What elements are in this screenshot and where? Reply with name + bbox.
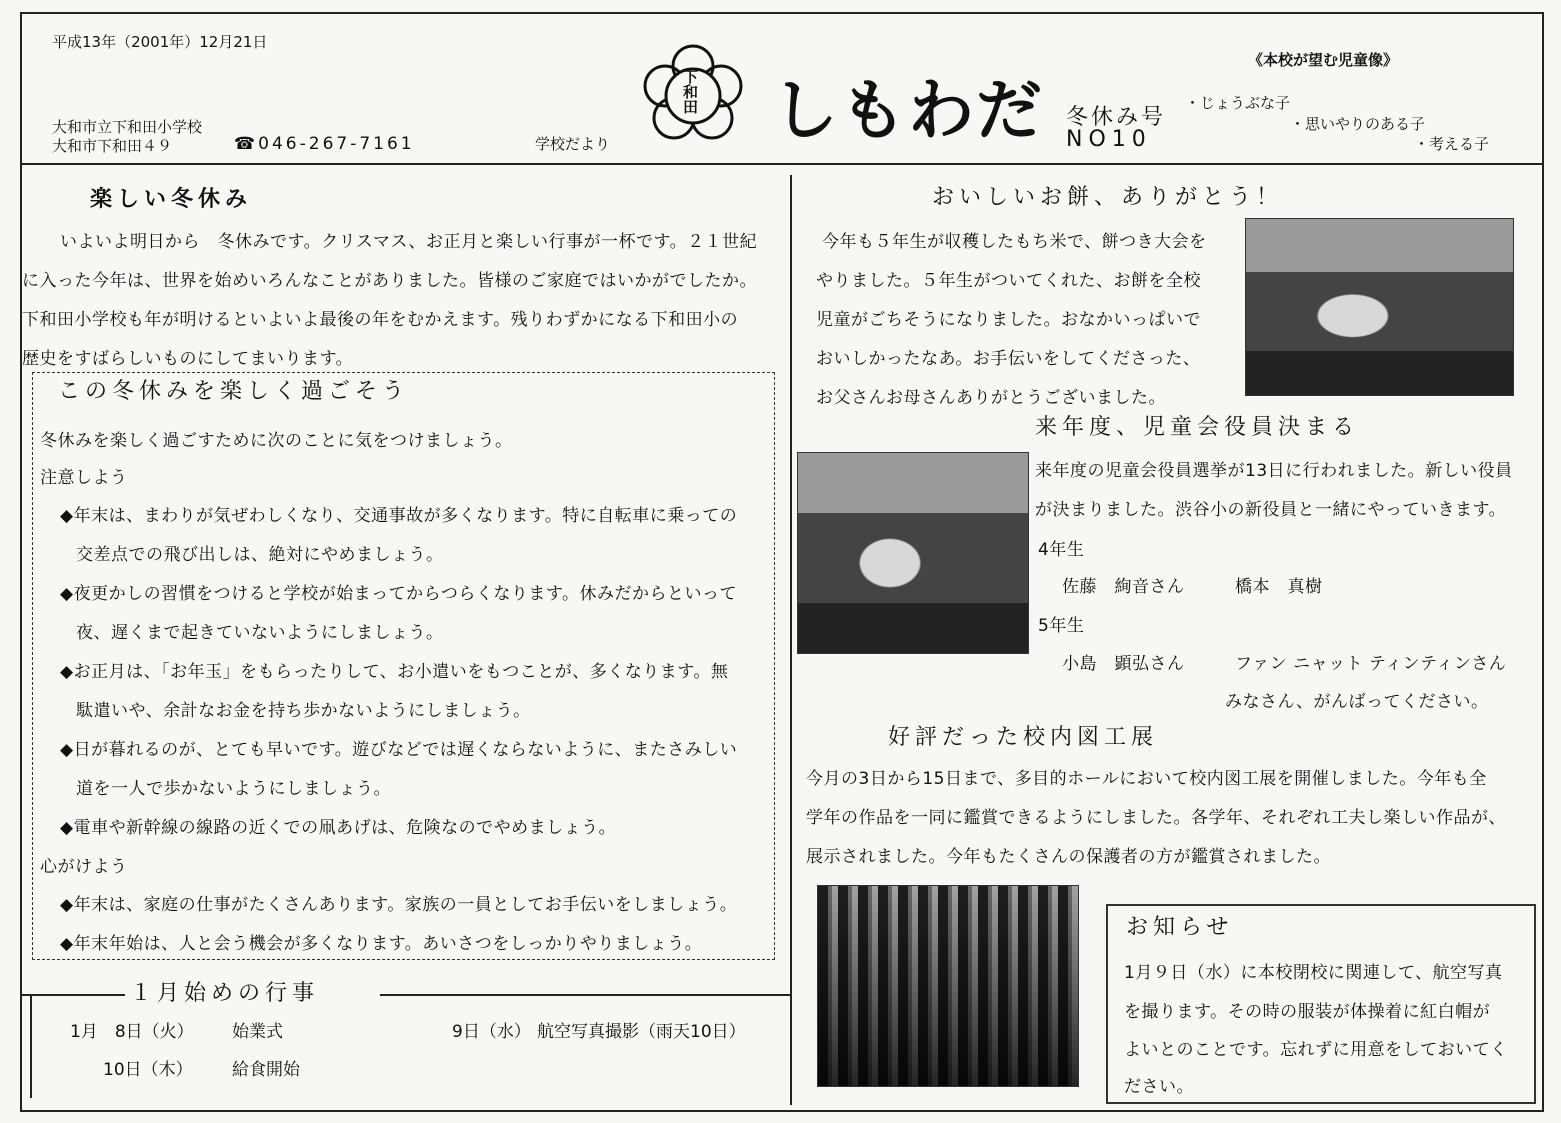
ideal-heading: 《本校が望む児童像》 bbox=[1248, 51, 1399, 69]
notice-heading: お知らせ bbox=[1126, 915, 1234, 940]
school-phone: ☎046-267-7161 bbox=[234, 134, 415, 154]
caution-item: ◆夜更かしの習慣をつけると学校が始まってからつらくなります。休みだからといって bbox=[60, 584, 738, 604]
art-show-line: 学年の作品を一同に鑑賞できるようにしました。各学年、それぞれ工夫し楽しい作品が、 bbox=[806, 808, 1506, 828]
caution-label: 注意しよう bbox=[40, 468, 128, 488]
emblem-char-1: 下 bbox=[683, 68, 699, 86]
edition-label: 冬休み号 bbox=[1066, 105, 1167, 130]
paragraph-line: おいしかったなあ。お手伝いをしてくださった、 bbox=[816, 349, 1201, 369]
january-events-heading: １月始めの行事 bbox=[130, 981, 320, 1006]
grade5-label: 5年生 bbox=[1038, 616, 1085, 636]
paragraph-line: やりました。５年生がついてくれた、お餅を全校 bbox=[816, 271, 1201, 291]
notice-line: ださい。 bbox=[1124, 1077, 1194, 1097]
events-top-rule-left bbox=[20, 994, 125, 996]
council-text-line: が決まりました。渋谷小の新役員と一緒にやっていきます。 bbox=[1035, 500, 1507, 520]
council-text-line: 来年度の児童会役員選挙が13日に行われました。新しい役員 bbox=[1035, 461, 1513, 481]
caution-item: ◆日が暮れるのが、とても早いです。遊びなどでは遅くならないように、またさみしい bbox=[60, 740, 738, 760]
paragraph-line: 児童がごちそうになりました。おなかいっぱいで bbox=[816, 310, 1201, 330]
council-heading: 来年度、児童会役員決まる bbox=[1035, 415, 1360, 440]
caution-item: 道を一人で歩かないようにしましょう。 bbox=[76, 779, 391, 799]
issue-date: 平成13年（2001年）12月21日 bbox=[52, 33, 268, 51]
school-name: 大和市立下和田小学校 bbox=[52, 118, 203, 136]
notice-line: よいとのことです。忘れずに用意をしておいてく bbox=[1124, 1040, 1508, 1060]
council-stage-photo bbox=[797, 452, 1029, 654]
events-left-rule bbox=[30, 994, 32, 1098]
caution-item: ◆お正月は、「お年玉」をもらったりして、お小遣いをもつことが、多くなります。無 bbox=[60, 662, 729, 682]
enjoy-box-intro: 冬休みを楽しく過ごすために次のことに気をつけましょう。 bbox=[40, 431, 513, 451]
art-show-line: 今月の3日から15日まで、多目的ホールにおいて校内図工展を開催しました。今年も全 bbox=[806, 769, 1487, 789]
issue-number: NO10 bbox=[1066, 127, 1152, 152]
mochi-event-photo bbox=[1245, 218, 1514, 396]
paragraph-line: に入った今年は、世界を始めいろんなことがありました。皆様のご家庭ではいかがでしたか。 bbox=[22, 271, 757, 291]
event-date: 1月 8日（火） bbox=[70, 1022, 194, 1042]
mind-item: ◆年末は、家庭の仕事がたくさんあります。家族の一員としてお手伝いをしましょう。 bbox=[60, 895, 738, 915]
council-member: 橋本 真樹 bbox=[1235, 577, 1323, 597]
paragraph-line: 今年も５年生が収穫したもち米で、餅つき大会を bbox=[822, 232, 1207, 252]
events-top-rule-right bbox=[380, 994, 790, 996]
newsletter-label: 学校だより bbox=[535, 135, 611, 153]
caution-item: 駄遣いや、余計なお金を持ち歩かないようにしましょう。 bbox=[76, 701, 531, 721]
grade4-label: 4年生 bbox=[1038, 540, 1085, 560]
mind-label: 心がけよう bbox=[40, 857, 128, 877]
mind-item: ◆年末年始は、人と会う機会が多くなります。あいさつをしっかりやりましょう。 bbox=[60, 934, 703, 954]
emblem-char-3: 田 bbox=[683, 98, 699, 116]
school-address: 大和市下和田４９ bbox=[52, 137, 173, 155]
caution-item: 夜、遅くまで起きていないようにしましょう。 bbox=[76, 623, 444, 643]
event-name: 始業式 bbox=[232, 1022, 283, 1042]
art-show-heading: 好評だった校内図工展 bbox=[888, 725, 1159, 750]
paragraph-line: 下和田小学校も年が明けるといよいよ最後の年をむかえます。残りわずかになる下和田小の bbox=[22, 310, 739, 330]
caution-item: 交差点での飛び出しは、絶対にやめましょう。 bbox=[76, 545, 444, 565]
event-name: 給食開始 bbox=[232, 1060, 300, 1080]
event-date: 9日（水） bbox=[452, 1022, 531, 1042]
ideal-item: ・考える子 bbox=[1414, 135, 1490, 153]
paragraph-line: いよいよ明日から 冬休みです。クリスマス、お正月と楽しい行事が一杯です。２１世紀 bbox=[60, 232, 758, 252]
column-divider bbox=[790, 175, 792, 1105]
council-member: 佐藤 絢音さん bbox=[1062, 577, 1185, 597]
newsletter-title: しもわだ bbox=[772, 72, 1044, 149]
event-date: 10日（木） bbox=[103, 1060, 193, 1080]
caution-item: ◆電車や新幹線の線路の近くでの凧あげは、危険なのでやめましょう。 bbox=[60, 818, 617, 838]
ideal-item: ・思いやりのある子 bbox=[1290, 115, 1426, 133]
paragraph-line: 歴史をすばらしいものにしてまいります。 bbox=[22, 349, 354, 369]
emblem-char-2: 和 bbox=[683, 83, 699, 101]
notice-line: を撮ります。その時の服装が体操着に紅白帽が bbox=[1124, 1002, 1491, 1022]
art-exhibition-photo bbox=[817, 885, 1079, 1087]
paragraph-line: お父さんお母さんありがとうございました。 bbox=[816, 388, 1166, 408]
enjoy-box-heading: この冬休みを楽しく過ごそう bbox=[58, 379, 410, 404]
ideal-item: ・じょうぶな子 bbox=[1185, 94, 1291, 112]
council-member: ファン ニャット ティンティンさん bbox=[1235, 654, 1507, 674]
winter-break-text bbox=[22, 223, 782, 379]
art-show-line: 展示されました。今年もたくさんの保護者の方が鑑賞されました。 bbox=[806, 847, 1331, 867]
council-member: 小島 顕弘さん bbox=[1062, 654, 1185, 674]
council-closing: みなさん、がんばってください。 bbox=[1225, 692, 1489, 712]
caution-item: ◆年末は、まわりが気ぜわしくなり、交通事故が多くなります。特に自転車に乗っての bbox=[60, 506, 738, 526]
mochi-text bbox=[816, 223, 1242, 418]
mochi-heading: おいしいお餅、ありがとう！ bbox=[932, 185, 1284, 210]
notice-line: 1月９日（水）に本校閉校に関連して、航空写真 bbox=[1124, 963, 1503, 983]
event-name: 航空写真撮影（雨天10日） bbox=[537, 1022, 746, 1042]
header-divider bbox=[20, 163, 1544, 165]
winter-break-heading: 楽しい冬休み bbox=[90, 187, 253, 212]
